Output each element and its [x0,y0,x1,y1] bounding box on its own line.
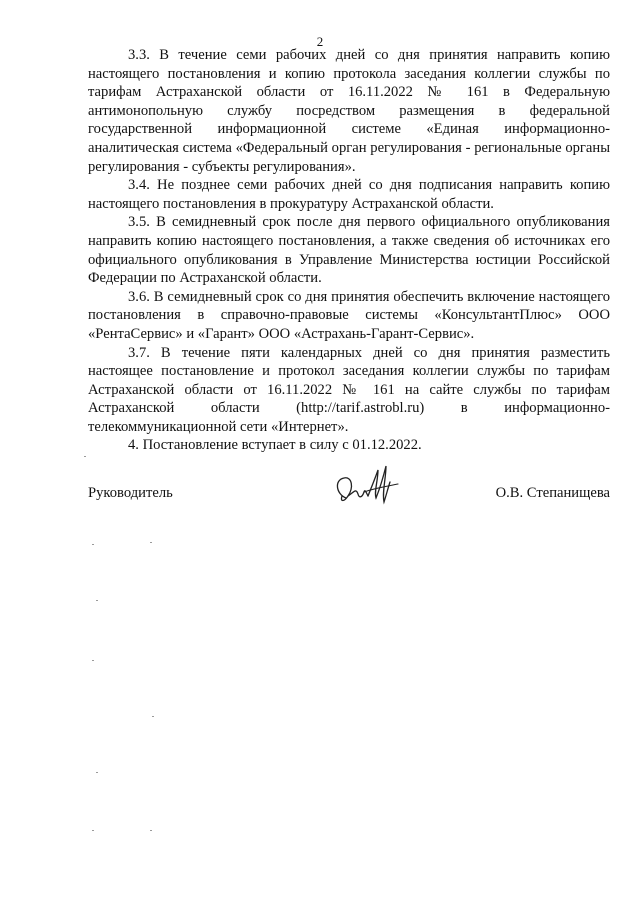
scan-speck [96,772,98,773]
signatory-name: О.В. Степанищева [495,485,610,501]
page-number: 2 [316,34,324,49]
paragraph-3-6: 3.6. В семидневный срок со дня принятия обеспечить включение настоящего постановления в справочно-правовые системы «КонсультантПлюс» ООО «РентаСервис» и «Гарант» ООО «Астрахань-Гарант-Сервис». [88,288,610,342]
handwritten-signature [328,462,418,520]
scan-speck [92,544,94,545]
paragraph-3-5: 3.5. В семидневный срок после дня первого официального опубликования направить копию настоящего постановления, а также сведения об источниках его официального опубликования в Управление Министерства юстиции Российской Федерации по Астраханской области. [88,214,610,287]
scan-speck [152,716,154,717]
paragraph-3-7: 3.7. В течение пяти календарных дней со дня принятия разместить настоящее постановление и протокол заседания коллегии службы по тарифам Астраханской области от 16.11.2022 № 161 на сайте службы по тарифам Астраханской области (http://tarif.astrobl.ru) в информационно-телекоммуникационной сети «Интернет». [88,344,610,435]
document-body [88,46,610,455]
paragraph-3-4: 3.4. Не позднее семи рабочих дней со дня подписания направить копию настоящего постановления в прокуратуру Астраханской области. [88,177,610,212]
signature-block [88,470,610,520]
paragraph-3-3: 3.3. В течение семи рабочих дней со дня принятия направить копию настоящего постановления и копию протокола заседания коллегии службы по тарифам Астраханской области от 16.11.2022 № 161 в Федеральную антимонопольную службу посредством размещения в федеральной государственной информационной системе «Единая информационно-аналитическая система «Федеральный орган регулирования - региональные органы регулирования - субъекты регулирования». [88,47,610,175]
scan-speck [96,600,98,601]
scan-speck [92,660,94,661]
paragraph-4: 4. Постановление вступает в силу с 01.12.2022. [128,437,422,454]
scan-speck [150,830,152,831]
scan-speck [84,456,86,457]
scan-speck [92,830,94,831]
scan-speck [150,542,152,543]
signatory-title: Руководитель [88,485,173,501]
